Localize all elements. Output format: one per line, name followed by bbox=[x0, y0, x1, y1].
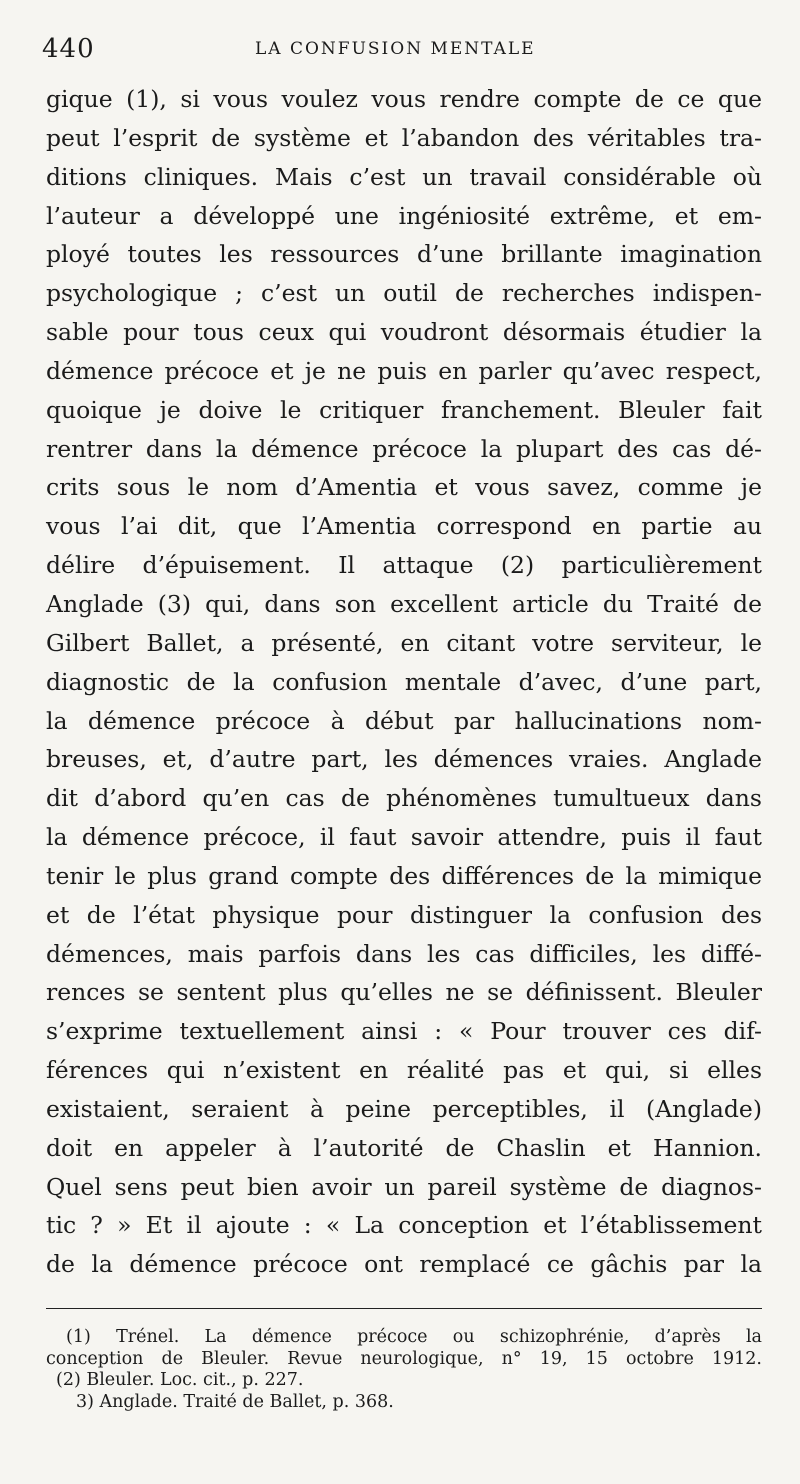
body-line: rentrer dans la démence précoce la plupart des cas dé- bbox=[46, 434, 762, 463]
body-line: l’auteur a développé une ingéniosité extrême, et em- bbox=[46, 201, 762, 230]
body-line: délire d’épuisement. Il attaque (2) particulièrement bbox=[46, 551, 762, 580]
body-line: doit en appeler à l’autorité de Chaslin et Hannion. bbox=[46, 1133, 762, 1162]
body-line: diagnostic de la confusion mentale d’avec, d’une part, bbox=[46, 667, 762, 696]
footnote-line: conception de Bleuler. Revue neurologique, n° 19, 15 octobre 1912. bbox=[46, 1348, 762, 1369]
footnote-line: (1) Trénel. La démence précoce ou schizophrénie, d’après la bbox=[66, 1327, 762, 1347]
body-line: gique (1), si vous voulez vous rendre compte de ce que bbox=[46, 85, 762, 113]
body-line: peut l’esprit de système et l’abandon des véritables tra- bbox=[46, 123, 762, 152]
body-line: et de l’état physique pour distinguer la confusion des bbox=[46, 900, 762, 929]
body-line: Anglade (3) qui, dans son excellent article du Traité de bbox=[46, 589, 762, 618]
footnotes bbox=[46, 1327, 762, 1413]
body-line: rences se sentent plus qu’elles ne se définissent. Bleuler bbox=[46, 978, 762, 1007]
body-text bbox=[46, 80, 762, 1284]
body-line: s’exprime textuellement ainsi : « Pour trouver ces dif- bbox=[46, 1017, 762, 1046]
body-line: existaient, seraient à peine perceptibles, il (Anglade) bbox=[46, 1094, 762, 1123]
body-line: tenir le plus grand compte des différences de la mimique bbox=[46, 861, 762, 890]
body-line: vous l’ai dit, que l’Amentia correspond en partie au bbox=[46, 512, 762, 541]
body-line: de la démence précoce ont remplacé ce gâchis par la bbox=[46, 1250, 762, 1279]
body-line: la démence précoce, il faut savoir attendre, puis il faut bbox=[46, 823, 762, 852]
body-line: sable pour tous ceux qui voudront désormais étudier la bbox=[46, 318, 762, 347]
body-line: ployé toutes les ressources d’une brillante imagination bbox=[46, 240, 762, 269]
body-line: Gilbert Ballet, a présenté, en citant votre serviteur, le bbox=[46, 628, 762, 657]
body-line: crits sous le nom d’Amentia et vous savez, comme je bbox=[46, 473, 762, 502]
body-line: démence précoce et je ne puis en parler qu’avec respect, bbox=[46, 356, 762, 385]
body-line: la démence précoce à début par hallucinations nom- bbox=[46, 706, 762, 735]
body-line: démences, mais parfois dans les cas difficiles, les diffé- bbox=[46, 939, 762, 968]
footnote-divider bbox=[46, 1308, 762, 1309]
body-line: quoique je doive le critiquer franchement. Bleuler fait bbox=[46, 395, 762, 424]
body-line: ditions cliniques. Mais c’est un travail considérable où bbox=[46, 162, 762, 191]
body-line: tic ? » Et il ajoute : « La conception et l’établissement bbox=[46, 1211, 762, 1240]
page-number: 440 bbox=[42, 34, 95, 64]
body-line: férences qui n’existent en réalité pas et qui, si elles bbox=[46, 1056, 762, 1085]
body-line: Quel sens peut bien avoir un pareil système de diagnos- bbox=[46, 1172, 762, 1201]
body-line: psychologique ; c’est un outil de recherches indispen- bbox=[46, 279, 762, 308]
body-line: breuses, et, d’autre part, les démences vraies. Anglade bbox=[46, 745, 762, 774]
running-title: LA CONFUSION MENTALE bbox=[255, 39, 536, 59]
footnote-line: 3) Anglade. Traité de Ballet, p. 368. bbox=[76, 1391, 394, 1412]
footnote-line: (2) Bleuler. Loc. cit., p. 227. bbox=[56, 1370, 304, 1390]
body-line: dit d’abord qu’en cas de phénomènes tumultueux dans bbox=[46, 784, 762, 813]
